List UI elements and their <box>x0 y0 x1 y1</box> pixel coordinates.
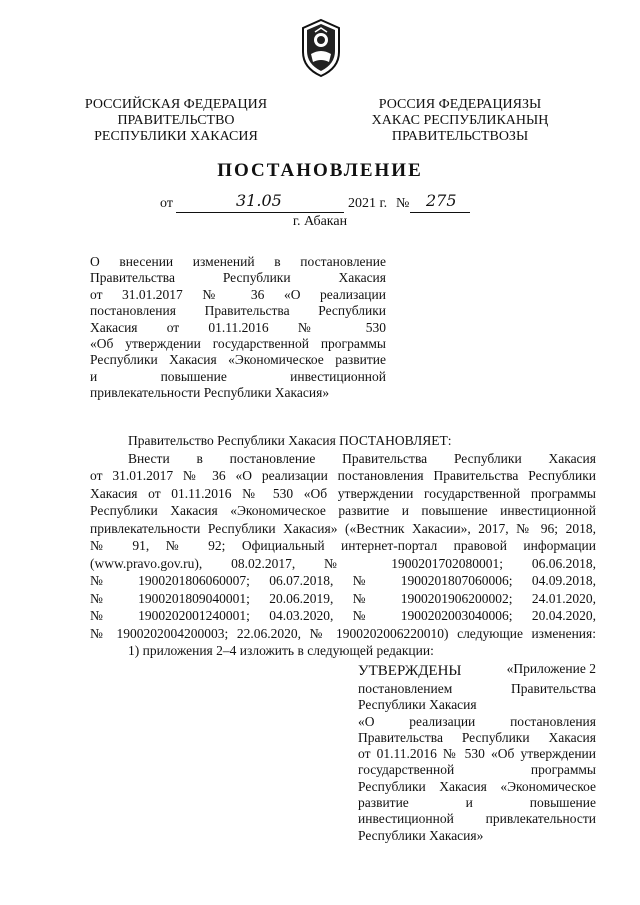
subject-line: Республики Хакасия «Экономическое развитие <box>90 352 386 368</box>
subject-line: Хакасия от 01.11.2016 № 530 <box>90 319 386 335</box>
number-handwritten: 275 <box>426 191 457 210</box>
header-left-line: РОССИЙСКАЯ ФЕДЕРАЦИЯ <box>84 97 268 112</box>
header-right <box>362 97 558 145</box>
subject-line: постановления Правительства Республики <box>90 303 386 319</box>
header-right-line: ПРАВИТЕЛЬСТВОЗЫ <box>391 129 529 144</box>
approval-line: Правительства Республики Хакасия <box>358 729 596 745</box>
header-left-line: ПРАВИТЕЛЬСТВО <box>117 113 235 128</box>
body-line: (www.pravo.gov.ru), 08.02.2017, № 1900201702080001; 06.06.2018, <box>90 555 596 571</box>
date-handwritten: 31.05 <box>236 191 282 210</box>
number-label: № <box>396 196 410 211</box>
body-line: № 1900201806060007; 06.07.2018, № 1900201807060006; 04.09.2018, <box>90 573 596 588</box>
header-right-line: ХАКАС РЕСПУБЛИКАНЫҢ <box>371 113 549 128</box>
approval-line: Республики Хакасия «Экономическое <box>358 778 596 794</box>
approval-line: постановлением Правительства <box>358 681 596 696</box>
header-left-line: РЕСПУБЛИКИ ХАКАСИЯ <box>94 129 258 144</box>
body-line: № 91, № 92; Официальный интернет-портал правовой информации <box>90 538 596 553</box>
approval-line: Республики Хакасия <box>358 697 477 713</box>
number-underline <box>410 212 470 213</box>
approval-line: «О реализации постановления <box>358 713 596 729</box>
body-line: Внести в постановление Правительства Республики Хакасия <box>128 450 596 466</box>
approval-block <box>358 662 596 844</box>
approval-line: Республики Хакасия» <box>358 827 484 843</box>
appendix-label: «Приложение 2 <box>506 660 596 676</box>
body-line: от 31.01.2017 № 36 «О реализации постановления Правительства Республики <box>90 468 596 483</box>
body-line: Республики Хакасия «Экономическое развитие и повышение инвестиционной <box>90 503 596 518</box>
subject-line: Правительства Республики Хакасия <box>90 270 386 286</box>
approval-line: от 01.11.2016 № 530 «Об утверждении <box>358 746 596 762</box>
document-title: ПОСТАНОВЛЕНИЕ <box>217 160 423 181</box>
coat-of-arms-emblem <box>299 18 343 78</box>
approval-line: инвестиционной привлекательности <box>358 811 596 827</box>
city: г. Абакан <box>292 214 348 229</box>
approval-title: УТВЕРЖДЕНЫ <box>358 663 462 679</box>
date-underline <box>176 212 344 213</box>
body-text <box>90 432 596 677</box>
subject-line: привлекательности Республики Хакасия» <box>90 385 330 401</box>
body-line: № 1900201809040001; 20.06.2019, № 1900201906200002; 24.01.2020, <box>90 590 596 606</box>
date-from-label: от <box>160 196 173 211</box>
header-left <box>78 97 274 145</box>
body-line: № 1900202004200003; 22.06.2020, № 1900202006220010) следующие изменения: <box>90 625 596 641</box>
date-year: 2021 г. <box>348 196 388 211</box>
approval-line: государственной программы <box>358 762 596 778</box>
subject-line: и повышение инвестиционной <box>90 368 386 384</box>
header-right-line: РОССИЯ ФЕДЕРАЦИЯЗЫ <box>378 97 542 112</box>
body-line: Хакасия от 01.11.2016 № 530 «Об утверждении государственной программы <box>90 485 596 501</box>
subject-block <box>90 254 386 402</box>
subject-line: «Об утверждении государственной программы <box>90 335 386 351</box>
subject-line: от 31.01.2017 № 36 «О реализации <box>90 286 386 302</box>
approval-line: развитие и повышение <box>358 795 596 811</box>
body-line: привлекательности Республики Хакасия» («Вестник Хакасии», 2017, № 96; 2018, <box>90 520 596 536</box>
body-item-1: 1) приложения 2–4 изложить в следующей редакции: <box>128 643 434 658</box>
subject-line: О внесении изменений в постановление <box>90 254 386 269</box>
body-line: № 1900202001240001; 04.03.2020, № 1900202003040006; 20.04.2020, <box>90 608 596 623</box>
body-preamble: Правительство Республики Хакасия ПОСТАНОВЛЯЕТ: <box>128 433 452 448</box>
